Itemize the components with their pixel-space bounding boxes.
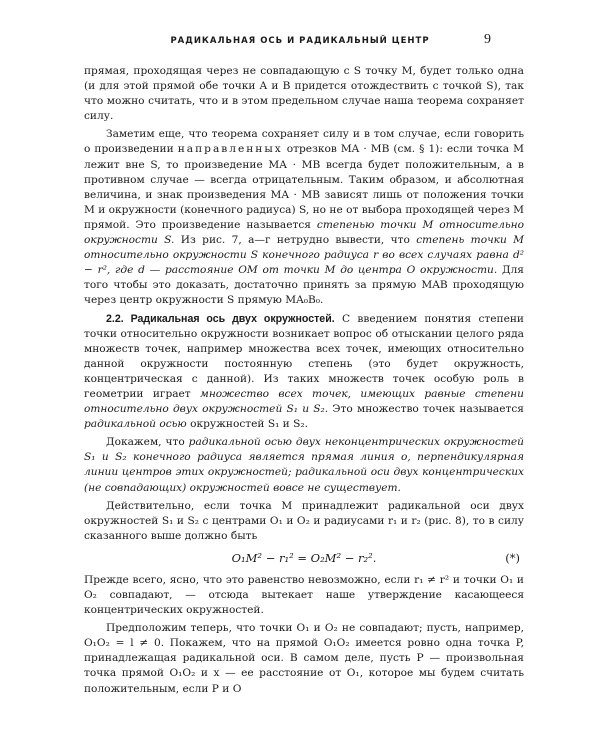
radical-axis-term: радикальной осью bbox=[84, 418, 187, 431]
paragraph-3-text-a: С введением понятия степени точки относительно окружности возникает вопрос об отыскании целого ряда множеств точек, например множества всех точек, имеющих относительно данной окружности постоянную степень (это будет окружность, концентрическая с данной). Из таких множеств точек особую роль в геометрии играет bbox=[84, 312, 524, 400]
paragraph-4-text-a: Докажем, что bbox=[106, 436, 185, 449]
paragraph-2-text-d: Для того чтобы это доказать, достаточно принять за прямую MAB проходящую через центр окружности S прямую MA₀B₀. bbox=[84, 264, 524, 307]
set-of-points-emphasis: множество всех точек, имеющих равные степени относительно двух окружностей S₁ и S₂. bbox=[84, 387, 524, 416]
paragraph-2-text-c: Из рис. 7, а—г нетрудно вывести, что bbox=[180, 234, 410, 247]
display-formula bbox=[84, 547, 524, 569]
paragraph-4 bbox=[84, 435, 524, 495]
formula-text: O₁M² − r₁² = O₂M² − r₂². bbox=[231, 550, 377, 565]
paragraph-2-text-b: отрезков MA · MB (см. § 1): если точка M лежит вне S, то произведение MA · MB всегда будет положительным, а в противном случае — всегда отрицательным. Таким образом, и абсолютная величина, и знак произведения MA · MB зависят лишь от положения точки M и окружности (конечного радиуса) S, но не от выбора проходящей через M прямой. Это произведение называется bbox=[84, 143, 524, 231]
paragraph-2-text-a: Заметим еще, что теорема сохраняет силу и в том случае, если говорить о произведении bbox=[84, 128, 524, 156]
page-number: 9 bbox=[484, 32, 491, 47]
paragraph-3-text-b: Это множество точек называется bbox=[332, 403, 524, 416]
paragraph-3-text-c: окружностей S₁ и S₂. bbox=[190, 418, 308, 431]
paragraph-6: Прежде всего, ясно, что это равенство невозможно, если r₁ ≠ r² и точки O₁ и O₂ совпадают, — отсюда вытекает наше утверждение касающееся концентрических окружностей. bbox=[84, 573, 524, 617]
running-head: РАДИКАЛЬНАЯ ОСЬ И РАДИКАЛЬНЫЙ ЦЕНТР bbox=[170, 36, 430, 46]
statement-power-formula: степень точки M относительно окружности S конечного радиуса r во всех случаях равна d² − r², где d — расстояние OM от точки M до центра O окружности. bbox=[84, 234, 525, 277]
paragraph-2 bbox=[84, 127, 524, 308]
page-body bbox=[84, 64, 524, 700]
paragraph-7: Предположим теперь, что точки O₁ и O₂ не совпадают; пусть, например, O₁O₂ = l ≠ 0. Покажем, что на прямой O₁O₂ имеется ровно одна точка P, принадлежащая радикальной оси. В самом деле, пусть P — произвольная точка прямой O₁O₂ и x — ее расстояние от O₁, которое мы будем считать положительным, если P и O bbox=[84, 622, 524, 695]
definition-power-of-point: степенью точки M относительно окружности S. bbox=[84, 218, 524, 247]
paragraph-3 bbox=[84, 312, 524, 433]
formula-tag: (*) bbox=[505, 550, 520, 565]
theorem-statement: радикальной осью двух неконцентрических окружностей S₁ и S₂ конечного радиуса является прямая линия о, перпендикулярная линии центров этих окружностей; радикальной оси двух концентрических (не совпадающих) окружностей вовсе не существует. bbox=[84, 436, 524, 494]
paragraph-1: прямая, проходящая через не совпадающую с S точку M, будет только одна (и для этой прямой обе точки A и B придется отождествить с точкой S), так что можно считать, что и в этом предельном случае наша теорема сохраняет силу. bbox=[84, 65, 524, 123]
section-heading: 2.2. Радикальная ось двух окружностей. bbox=[106, 312, 335, 325]
directed-emphasis: направленных bbox=[177, 143, 283, 156]
page-header bbox=[0, 32, 600, 54]
paragraph-5: Действительно, если точка M принадлежит радикальной оси двух окружностей S₁ и S₂ с центрами O₁ и O₂ и радиусами r₁ и r₂ (рис. 8), то в силу сказанного выше должно быть bbox=[84, 499, 524, 542]
